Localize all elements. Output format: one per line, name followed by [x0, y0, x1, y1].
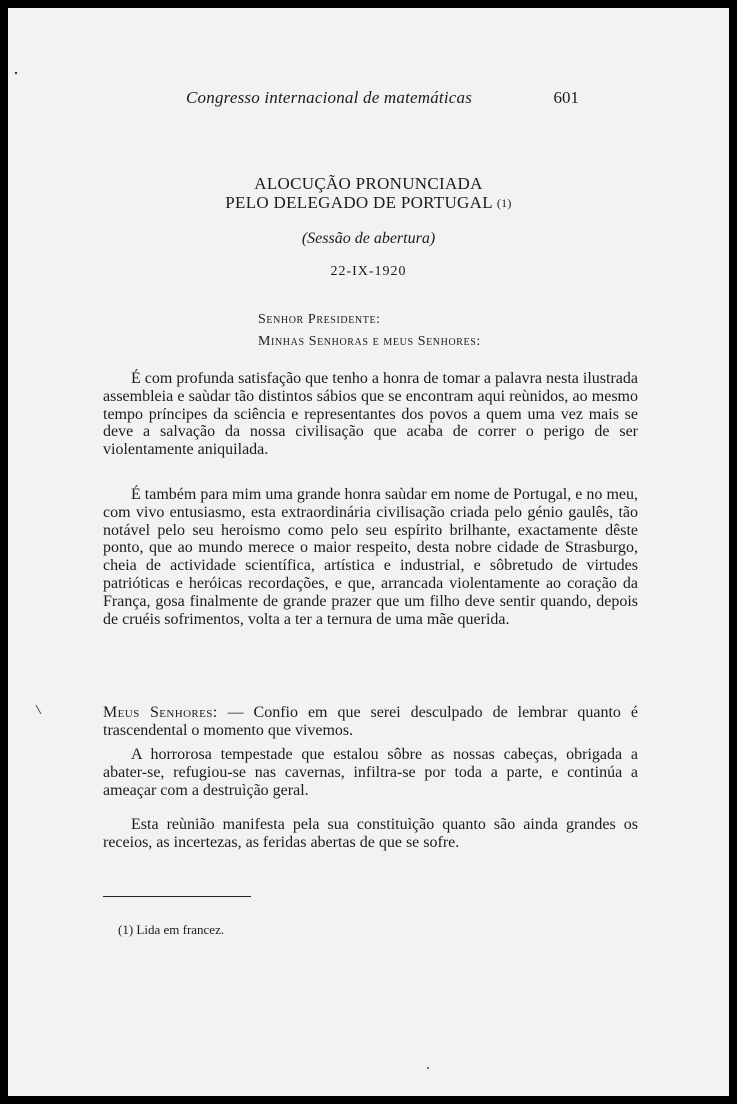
salutation-line-2: Minhas Senhoras e meus Senhores:: [258, 334, 481, 349]
session-subtitle: (Sessão de abertura): [301, 230, 436, 247]
document-page: [8, 8, 729, 1096]
speck: [427, 1067, 429, 1069]
stray-mark: [36, 705, 41, 714]
scan-marks: [8, 8, 729, 1096]
speck: [15, 72, 17, 74]
title-line-1: ALOCUÇÃO PRONUNCIADA: [254, 174, 483, 193]
paragraph-3-text: — Confio em que serei desculpado de lembrar quanto é trascendental o momento que vivemos.: [103, 704, 638, 739]
paragraph-2: É também para mim uma grande honra saùdar em nome de Portugal, e no meu, com vivo entusiasmo, esta extraordinária civilisação criada pelo génio gaulês, tão notável pelo seu heroismo como pelo seu espírito brilhante, exactamente dêste ponto, que ao mundo merece o maior respeito, desta nobre cidade de Strasburgo, cheia de actividade scientífica, artística e industrial, e sôbretudo de virtudes patrióticas e heróicas recordações, e que, arrancada violentamente ao coração da França, gosa finalmente de grande prazer que um filho deve sentir quando, depois de cruéis sofrimentos, volta a ter a ternura de uma mãe querida.: [103, 486, 638, 628]
speech-date: 22-IX-1920: [330, 264, 407, 279]
paragraph-1: É com profunda satisfação que tenho a honra de tomar a palavra nesta ilustrada assembleia e saùdar tão distintos sábios que se encontram aqui reùnidos, ao mesmo tempo príncipes da sciência e representantes dos povos a quem uma vez mais se deve a salvação da nossa civilisação que acaba de correr o perigo de ser violentamente aniquilada.: [103, 370, 638, 459]
footnote: (1) Lida em francez.: [118, 922, 225, 937]
running-title: Congresso internacional de matemáticas: [186, 88, 473, 107]
paragraph-4: A horrorosa tempestade que estalou sôbre as nossas cabeças, obrigada a abater-se, refugiou-se nas cavernas, infiltra-se por toda a parte, e continúa a ameaçar com a destruìção geral.: [103, 746, 638, 799]
title-line-2-text: PELO DELEGADO DE PORTUGAL: [225, 193, 493, 212]
paragraph-3-lead: Meus Senhores:: [103, 704, 218, 721]
salutation-line-1: Senhor Presidente:: [258, 312, 381, 327]
footnote-reference: (1): [496, 196, 512, 210]
paragraph-5: Esta reùnião manifesta pela sua constituìção quanto são ainda grandes os receios, as incertezas, as feridas abertas de que se sofre.: [103, 816, 638, 851]
page-number: 601: [553, 88, 579, 107]
